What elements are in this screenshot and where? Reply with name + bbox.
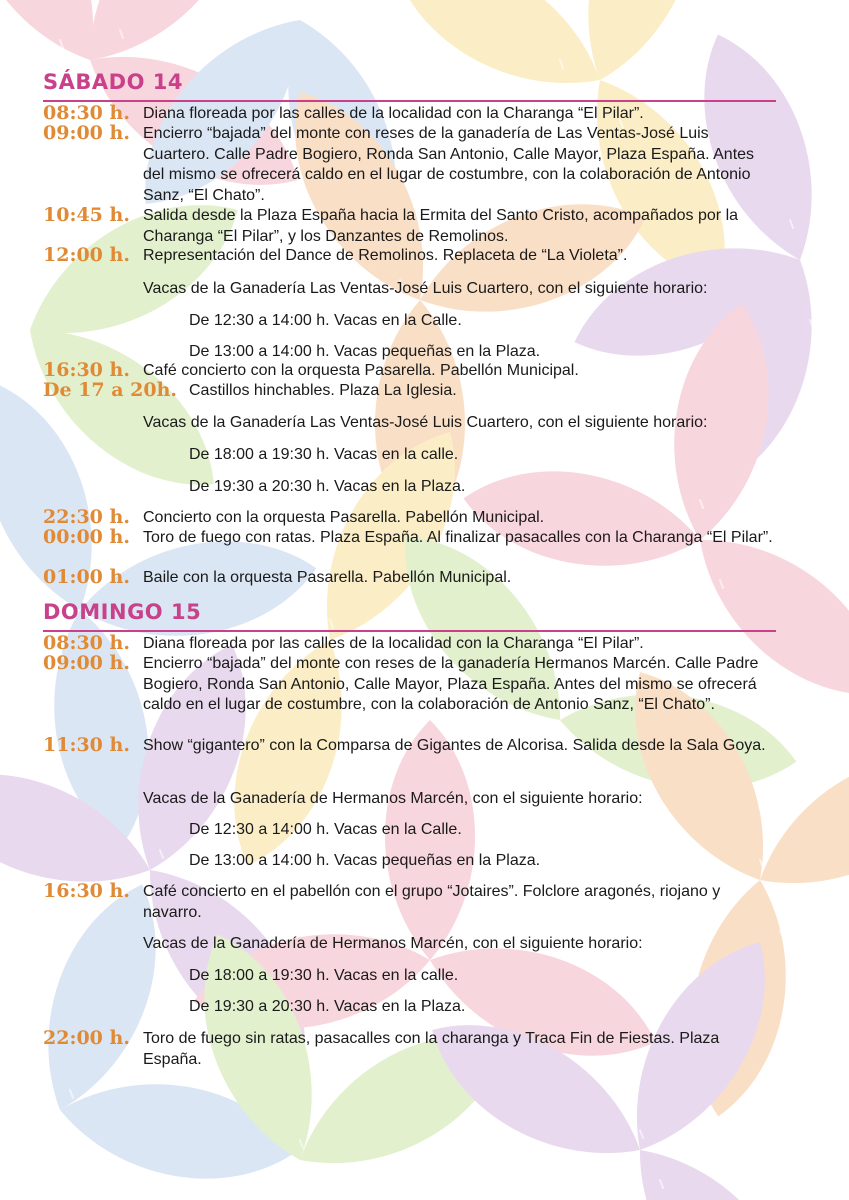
event-description: Toro de fuego sin ratas, pasacalles con la charanga y Traca Fin de Fiestas. Plaza España. [143, 1030, 720, 1068]
event-time: 11:30 h. [43, 734, 130, 756]
event-description: Castillos hinchables. Plaza La Iglesia. [189, 382, 457, 399]
event-time: 10:45 h. [43, 204, 130, 226]
event-description: Salida desde la Plaza España hacia la Ermita del Santo Cristo, acompañados por la Charanga “El Pilar”, y los Danzantes de Remolinos. [143, 207, 739, 245]
event-description: Baile con la orquesta Pasarella. Pabellón Municipal. [143, 569, 512, 586]
day-heading-sunday: DOMINGO 15 [43, 600, 202, 624]
event-time: 22:00 h. [43, 1027, 130, 1049]
event-time: 22:30 h. [43, 506, 130, 528]
event-time: 09:00 h. [43, 122, 130, 144]
event-description: Concierto con la orquesta Pasarella. Pabellón Municipal. [143, 509, 545, 526]
cattle-schedule-intro: Vacas de la Ganadería de Hermanos Marcén, con el siguiente horario: [143, 790, 643, 807]
event-time: 08:30 h. [43, 102, 130, 124]
cattle-schedule-item: De 12:30 a 14:00 h. Vacas en la Calle. [189, 312, 462, 329]
event-time: 09:00 h. [43, 652, 130, 674]
event-description: Toro de fuego con ratas. Plaza España. Al finalizar pasacalles con la Charanga “El Pilar”. [143, 529, 773, 546]
event-time: 01:00 h. [43, 566, 130, 588]
event-time: De 17 a 20h. [43, 379, 178, 401]
event-description: Café concierto con la orquesta Pasarella. Pabellón Municipal. [143, 362, 579, 379]
cattle-schedule-item: De 18:00 a 19:30 h. Vacas en la calle. [189, 446, 459, 463]
event-description: Café concierto en el pabellón con el grupo “Jotaires”. Folclore aragonés, riojano y navarro. [143, 883, 721, 921]
day-divider [43, 100, 776, 102]
event-description: Representación del Dance de Remolinos. Replaceta de “La Violeta”. [143, 247, 628, 264]
event-description: Show “gigantero” con la Comparsa de Gigantes de Alcorisa. Salida desde la Sala Goya. [143, 737, 766, 754]
event-time: 12:00 h. [43, 244, 130, 266]
event-time: 16:30 h. [43, 359, 130, 381]
cattle-schedule-item: De 19:30 a 20:30 h. Vacas en la Plaza. [189, 998, 466, 1015]
day-heading-saturday: SÁBADO 14 [43, 70, 183, 94]
event-description: Diana floreada por las calles de la localidad con la Charanga “El Pilar”. [143, 105, 644, 122]
event-description: Encierro “bajada” del monte con reses de la ganadería Hermanos Marcén. Calle Padre Bogiero, Ronda San Antonio, Calle Mayor, Plaza España. Antes del mismo se ofrecerá caldo en el lugar de costumbre, con la colaboración de Antonio Sanz, “El Chato”. [143, 655, 759, 713]
cattle-schedule-intro: Vacas de la Ganadería Las Ventas-José Luis Cuartero, con el siguiente horario: [143, 280, 708, 297]
event-time: 16:30 h. [43, 880, 130, 902]
event-time: 08:30 h. [43, 632, 130, 654]
event-description: Diana floreada por las calles de la localidad con la Charanga “El Pilar”. [143, 635, 644, 652]
event-description: Encierro “bajada” del monte con reses de la ganadería de Las Ventas-José Luis Cuartero. Calle Padre Bogiero, Ronda San Antonio, Calle Mayor, Plaza España. Antes del mismo se ofrecerá caldo en el lugar de costumbre, con la colaboración de Antonio Sanz, “El Chato”. [143, 125, 755, 204]
day-divider [43, 630, 776, 632]
event-time: 00:00 h. [43, 526, 130, 548]
cattle-schedule-item: De 12:30 a 14:00 h. Vacas en la Calle. [189, 821, 462, 838]
cattle-schedule-item: De 13:00 a 14:00 h. Vacas pequeñas en la Plaza. [189, 343, 541, 360]
cattle-schedule-intro: Vacas de la Ganadería de Hermanos Marcén, con el siguiente horario: [143, 935, 643, 952]
cattle-schedule-item: De 13:00 a 14:00 h. Vacas pequeñas en la Plaza. [189, 852, 541, 869]
cattle-schedule-item: De 19:30 a 20:30 h. Vacas en la Plaza. [189, 478, 466, 495]
cattle-schedule-intro: Vacas de la Ganadería Las Ventas-José Luis Cuartero, con el siguiente horario: [143, 414, 708, 431]
cattle-schedule-item: De 18:00 a 19:30 h. Vacas en la calle. [189, 967, 459, 984]
